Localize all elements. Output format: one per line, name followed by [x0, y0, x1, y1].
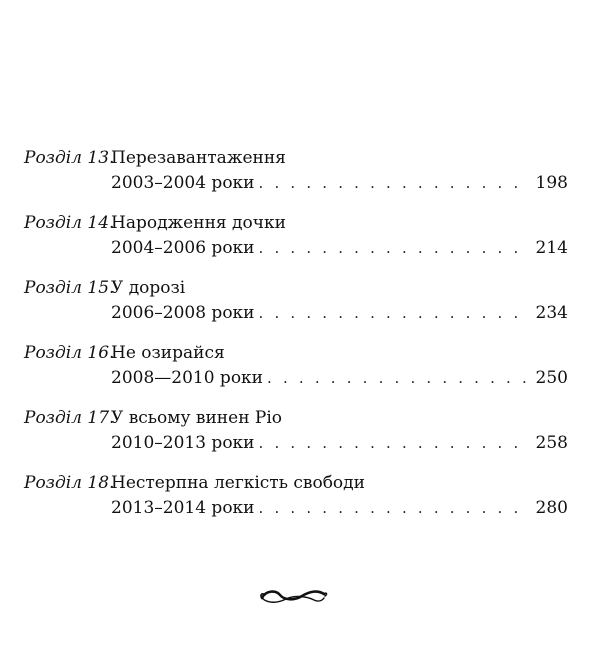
table-of-contents: [24, 146, 568, 536]
toc-entry: [24, 341, 568, 406]
chapter-years-row: [111, 301, 568, 325]
chapter-title: Не озирайся: [111, 343, 225, 363]
chapter-years: 2003–2004 роки: [111, 173, 255, 193]
chapter-label: Розділ 15.: [24, 278, 115, 298]
chapter-years: 2004–2006 роки: [111, 238, 255, 258]
chapter-years-row: [111, 496, 568, 520]
chapter-years-row: [111, 236, 568, 260]
toc-entry: [24, 276, 568, 341]
toc-entry: [24, 211, 568, 276]
dot-leader: [259, 301, 530, 325]
chapter-years: 2008—2010 роки: [111, 368, 264, 388]
chapter-label: Розділ 18.: [24, 473, 115, 493]
dot-leader: [259, 171, 530, 195]
chapter-title: У всьому винен Ріо: [111, 408, 283, 428]
chapter-years: 2010–2013 роки: [111, 433, 255, 453]
page-number: 258: [535, 433, 568, 453]
page-number: 250: [535, 368, 568, 388]
dot-leader: [259, 431, 530, 455]
chapter-label: Розділ 17.: [24, 408, 115, 428]
chapter-label: Розділ 16.: [24, 343, 115, 363]
chapter-title: Нестерпна легкість свободи: [111, 473, 365, 493]
dot-leader: [267, 366, 530, 390]
chapter-years-row: [111, 431, 568, 455]
chapter-title: Перезавантаження: [111, 148, 286, 168]
chapter-years-row: [111, 171, 568, 195]
chapter-years: 2006–2008 роки: [111, 303, 255, 323]
chapter-years: 2013–2014 роки: [111, 498, 255, 518]
page-number: 198: [535, 173, 568, 193]
chapter-label: Розділ 14.: [24, 213, 115, 233]
chapter-title: Народження дочки: [111, 213, 286, 233]
toc-entry: [24, 406, 568, 471]
chapter-title: У дорозі: [111, 278, 186, 298]
chapter-years-row: [111, 366, 568, 390]
toc-entry: [24, 146, 568, 211]
dot-leader: [259, 236, 530, 260]
page-number: 280: [535, 498, 568, 518]
page-number: 234: [535, 303, 568, 323]
dot-leader: [259, 496, 530, 520]
page-number: 214: [535, 238, 568, 258]
swash-ornament-icon: [258, 584, 328, 608]
chapter-label: Розділ 13.: [24, 148, 115, 168]
toc-entry: [24, 471, 568, 536]
